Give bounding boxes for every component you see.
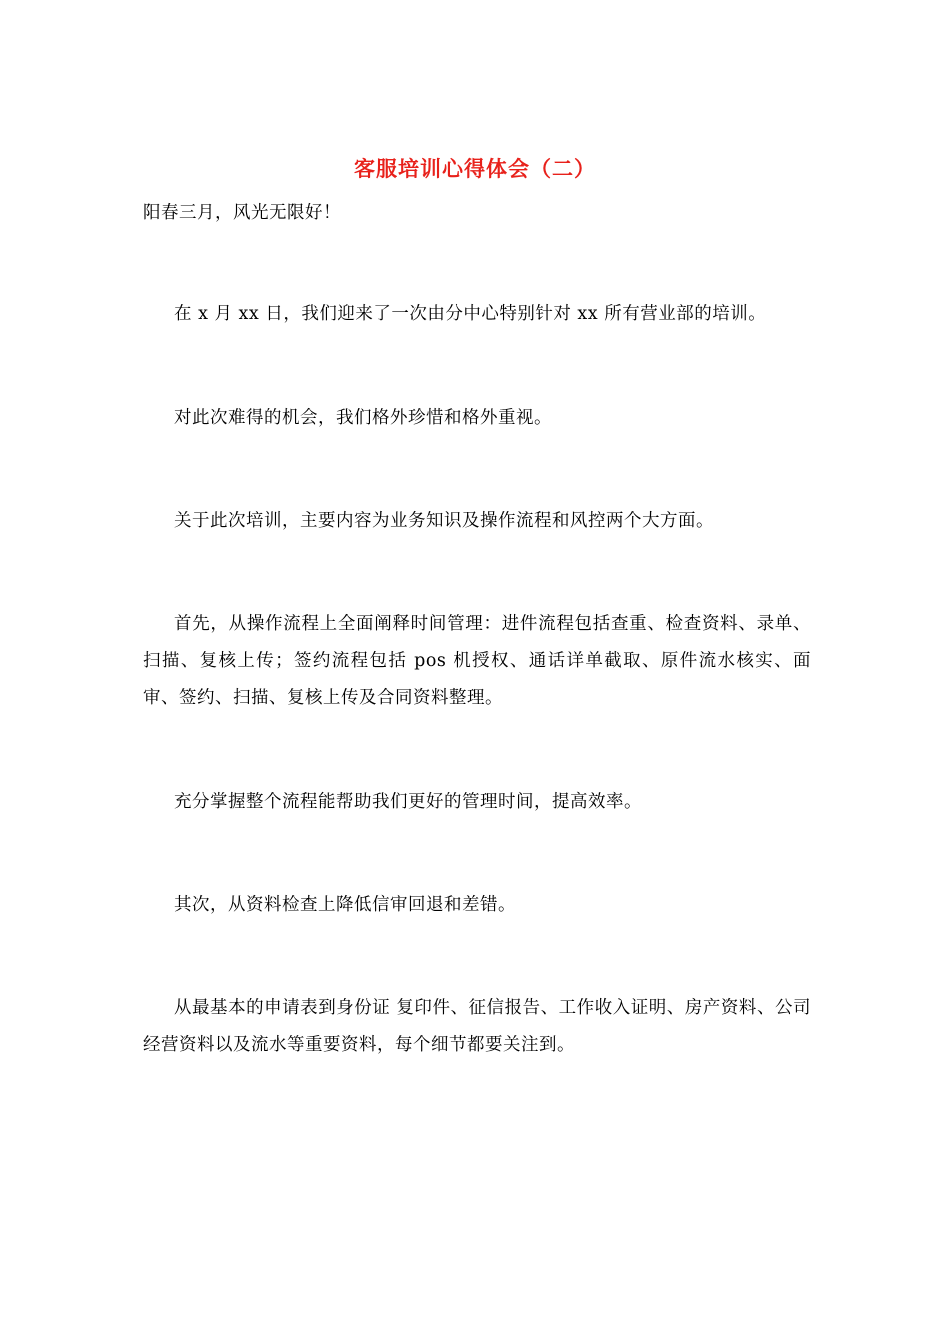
paragraph-content-summary: 关于此次培训，主要内容为业务知识及操作流程和风控两个大方面。 xyxy=(174,511,714,531)
paragraph-process-time-management: 首先，从操作流程上全面阐释时间管理：进件流程包括查重、检查资料、录单、扫描、复核上传；签约流程包括 pos 机授权、通话详单截取、原件流水核实、面审、签约、扫描、复核上传及合同资料整理。 xyxy=(143,614,811,708)
paragraph-document-check: 其次，从资料检查上降低信审回退和差错。 xyxy=(174,895,516,915)
paragraph-opportunity: 对此次难得的机会，我们格外珍惜和格外重视。 xyxy=(174,408,552,428)
paragraph-opening: 阳春三月，风光无限好！ xyxy=(143,203,341,223)
paragraph-detail-attention: 从最基本的申请表到身份证 复印件、征信报告、工作收入证明、房产资料、公司经营资料以及流水等重要资料，每个细节都要关注到。 xyxy=(143,998,811,1055)
document-title: 客服培训心得体会（二） xyxy=(354,156,596,181)
paragraph-efficiency: 充分掌握整个流程能帮助我们更好的管理时间，提高效率。 xyxy=(174,792,642,812)
paragraph-training-date: 在 x 月 xx 日，我们迎来了一次由分中心特别针对 xx 所有营业部的培训。 xyxy=(174,304,767,324)
